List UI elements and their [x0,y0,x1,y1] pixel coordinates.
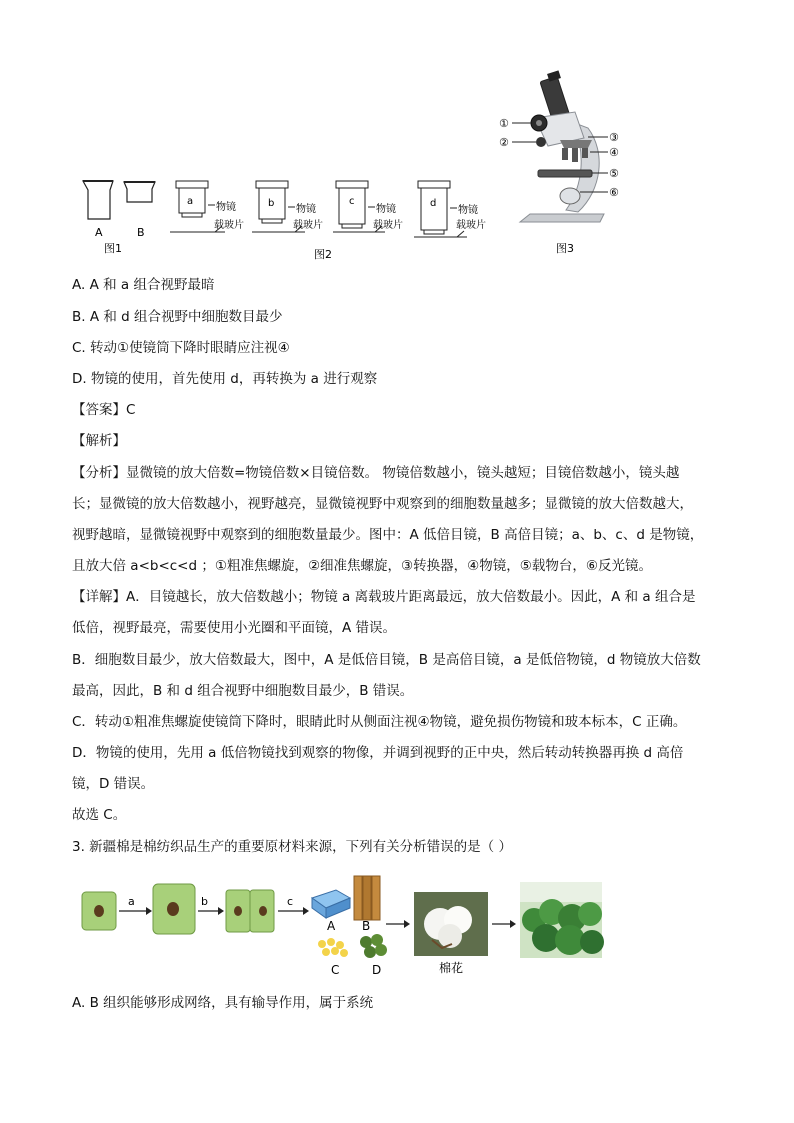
arrow-c-label: c [287,895,294,908]
cotton-plants-photo [520,882,604,958]
marker-4: ④ [609,146,619,159]
lens-c-objective: 物镜 [376,204,396,215]
lens-c-label: c [349,196,355,207]
option-a: A. A 和 a 组合视野最暗 [72,277,215,293]
tissue-c-label: C [331,963,340,977]
figure3-microscope [499,70,619,255]
figure1-eyepieces [83,181,155,255]
detail-line-8: 故选 C。 [72,807,127,823]
figure2-objectives [170,181,486,261]
cotton-label: 棉花 [439,961,464,975]
question3-stem: 3. 新疆棉是棉纺织品生产的重要原材料来源，下列有关分析错误的是（ ） [72,839,512,855]
marker-2: ② [499,136,509,149]
lens-d-slide: 载玻片 [456,220,486,231]
detail-line-4: 最高，因此，B 和 d 组合视野中细胞数目最少，B 错误。 [72,683,414,699]
fig1-label-b: B [137,226,145,239]
analysis-line-1: 【分析】显微镜的放大倍数=物镜倍数×目镜倍数。 物镜倍数越小，镜头越短；目镜倍数越小，镜头越 [72,465,680,481]
marker-5: ⑤ [609,167,619,180]
detail-line-1: 【详解】A．目镜越长，放大倍数越小；物镜 a 离载玻片距离最远，放大倍数最小。因此，A 和 a 组合是 [72,589,696,605]
tissue-b [354,876,380,920]
lens-a-objective: 物镜 [216,202,236,213]
lens-a-slide: 载玻片 [214,220,244,231]
fig2-caption: 图2 [314,248,332,261]
marker-1: ① [499,117,509,130]
analysis-line-2: 长；显微镜的放大倍数越小，视野越亮，显微镜视野中观察到的细胞数量越多；显微镜的放大倍数越大， [72,496,693,512]
question3-option-a: A. B 组织能够形成网络，具有输导作用，属于系统 [72,995,374,1011]
tissue-a-label: A [327,919,336,933]
lens-b-slide: 载玻片 [293,220,323,231]
option-b: B. A 和 d 组合视野中细胞数目最少 [72,309,283,325]
figure-cotton-development [0,868,794,988]
detail-line-3: B．细胞数目最少，放大倍数最大，图中，A 是低倍目镜，B 是高倍目镜，a 是低倍物镜，d 物镜放大倍数 [72,652,701,668]
fig3-caption: 图3 [556,242,574,255]
detail-line-6: D．物镜的使用，先用 a 低倍物镜找到观察的物像，并调到视野的正中央，然后转动转换器再换 d 高倍 [72,745,684,761]
tissue-d [360,934,387,958]
cotton-photo [414,892,488,956]
analysis-line-4: 且放大倍 a<b<c<d ；①粗准焦螺旋，②细准焦螺旋，③转换器，④物镜，⑤载物台，⑥反光镜。 [72,558,652,574]
analysis-line-3: 视野越暗，显微镜视野中观察到的细胞数量最少。图中：A 低倍目镜，B 高倍目镜；a、b、c、d 是物镜， [72,527,704,543]
lens-d-label: d [430,198,437,209]
detail-line-5: C．转动①粗准焦螺旋使镜筒下降时，眼睛此时从侧面注视④物镜，避免损伤物镜和玻本标本，C 正确。 [72,714,687,730]
fig1-caption: 图1 [104,242,122,255]
marker-6: ⑥ [609,186,619,199]
tissue-c [318,938,348,957]
lens-d-objective: 物镜 [458,205,478,216]
analysis-heading: 【解析】 [72,433,126,449]
tissue-a [312,890,350,918]
option-d: D. 物镜的使用，首先使用 d，再转换为 a 进行观察 [72,371,378,387]
figure-row-microscope [0,0,794,270]
option-c: C. 转动①使镜筒下降时眼睛应注视④ [72,340,290,356]
lens-a-label: a [187,196,194,207]
lens-b-label: b [268,198,275,209]
arrow-b-label: b [201,895,208,908]
lens-c-slide: 载玻片 [373,220,403,231]
tissue-d-label: D [372,963,382,977]
detail-line-2: 低倍，视野最亮，需要使用小光圈和平面镜，A 错误。 [72,620,397,636]
detail-line-7: 镜，D 错误。 [72,776,155,792]
fig1-label-a: A [95,226,103,239]
tissue-b-label: B [362,919,371,933]
lens-b-objective: 物镜 [296,204,316,215]
marker-3: ③ [609,131,619,144]
answer-line: 【答案】C [72,402,136,418]
arrow-a-label: a [128,895,135,908]
